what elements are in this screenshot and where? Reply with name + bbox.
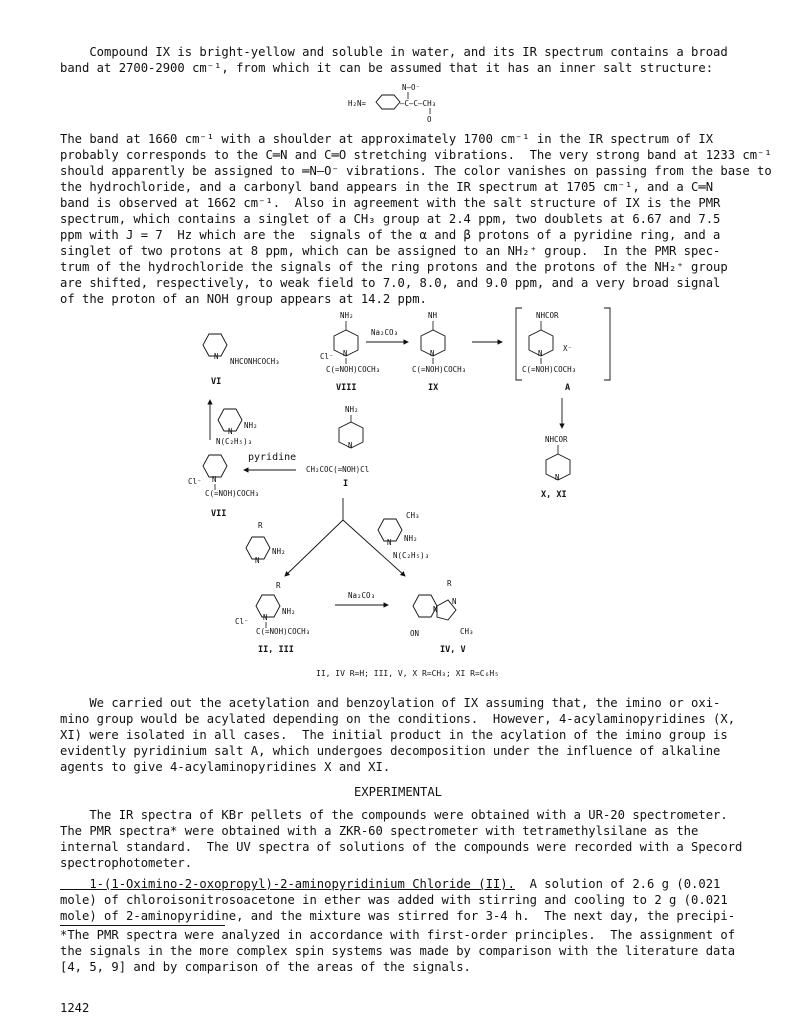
compound-viii — [320, 311, 380, 393]
ix-nh: NH — [428, 311, 438, 320]
ii-substituent: C(=NOH)COCH₃ — [256, 627, 311, 636]
inner-salt-structure — [330, 82, 490, 124]
intro-line-2: band at 2700-2900 cm⁻¹, from which it can be assumed that it has an inner salt structure: — [60, 61, 714, 75]
ring-n: N — [263, 613, 268, 622]
p1-line: the hydrochloride, and a carbonyl band appears in the IR spectrum at 1705 cm⁻¹, and a C═N — [60, 180, 714, 194]
p4-line-1 — [60, 876, 760, 892]
footnote-line: *The PMR spectra were analyzed in accordance with first-order principles. The assignment of — [60, 928, 736, 942]
p1-line: singlet of two protons at 8 ppm, which can be assigned to an NH₂⁺ group. In the PMR spec- — [60, 244, 721, 258]
label-ii-iii: II, III — [258, 645, 294, 655]
ring-n: N — [212, 475, 217, 484]
p3-line: The IR spectra of KBr pellets of the compounds were obtained with a UR-20 spectrometer. — [60, 808, 728, 822]
ring-n: N — [452, 597, 457, 606]
intro-line-1: Compound IX is bright-yellow and soluble in water, and its IR spectrum contains a broad — [60, 45, 728, 59]
footnote-line: [4, 5, 9] and by comparison of the areas of the signals. — [60, 960, 471, 974]
p1-line: ppm with J = 7 Hz which are the signals of the α and β protons of a pyridine ring, and a — [60, 228, 721, 242]
amine-nh2: NH₂ — [244, 421, 258, 430]
label-vi: VI — [211, 377, 222, 387]
compound-vii — [188, 455, 259, 519]
a-nhcor: NHCOR — [536, 311, 559, 320]
ii-cl: Cl⁻ — [235, 617, 249, 626]
inner-salt-top: N–O⁻ — [402, 83, 421, 92]
r-label: R — [258, 521, 263, 530]
ring-n: N — [538, 349, 543, 358]
p3-line: spectrophotometer. — [60, 856, 193, 870]
intermediate-a — [516, 308, 610, 393]
ring-n: N — [255, 556, 260, 565]
reagent-triethylamine-1: N(C₂H₅)₃ — [216, 437, 253, 446]
p1-line: spectrum, which contains a singlet of a CH₃ group at 2.4 ppm, two doublets at 6.67 and 7.5 — [60, 212, 721, 226]
label-iv-v: IV, V — [440, 645, 466, 655]
inner-salt-left: H₂N= — [348, 99, 367, 108]
compound-ix — [412, 311, 466, 393]
p2-line: mino group would be acylated depending on the conditions. However, 4-acylaminopyridines (X, — [60, 712, 736, 726]
p1-line: trum of the hydrochloride the signals of the ring protons and the protons of the NH₂⁺ group — [60, 260, 728, 274]
vii-cl: Cl⁻ — [188, 477, 202, 486]
reagent-chloroisonitrosoacetone: CH₂COC(=NOH)Cl — [306, 465, 370, 474]
viii-nh2: NH₂ — [340, 311, 354, 320]
reagent-na2co3-2: Na₂CO₃ — [348, 591, 376, 600]
p2-line: agents to give 4-acylaminopyridines X and XI. — [60, 760, 391, 774]
inner-salt-chain: –C–C–CH₃ — [400, 99, 437, 108]
label-i: I — [343, 479, 349, 489]
nh2-label: NH₂ — [282, 607, 296, 616]
compound-i — [306, 405, 369, 489]
label-vii: VII — [211, 509, 227, 519]
reagent-pyridine: pyridine — [248, 452, 297, 463]
on-label: ON — [410, 629, 420, 638]
reaction-scheme — [0, 305, 796, 685]
section-title: EXPERIMENTAL — [353, 785, 443, 799]
x-nhcor: NHCOR — [545, 435, 568, 444]
ring-n: N — [214, 352, 219, 361]
ring-n: N — [430, 349, 435, 358]
ring-n: N — [348, 441, 353, 450]
inner-salt-bottom: O — [427, 115, 432, 124]
p1-line: probably corresponds to the C═N and C═O stretching vibrations. The very strong band at 1233 cm⁻¹ — [60, 148, 772, 162]
vi-substituent: NHCONHCOCH₃ — [230, 357, 280, 366]
r-aminopyridine — [246, 521, 286, 565]
p1-line: are shifted, respectively, to weak field to 7.0, 8.0, and 9.0 ppm, and a very broad signal — [60, 276, 721, 290]
viii-substituent: C(=NOH)COCH₃ — [326, 365, 381, 374]
p2-line: evidently pyridinium salt A, which undergoes decomposition under the influence of alkaline — [60, 744, 721, 758]
a-anion: X⁻ — [563, 344, 573, 353]
i-nh2: NH₂ — [345, 405, 359, 414]
footnote-line: the signals in the more complex spin systems was made by comparison with the literature data — [60, 944, 736, 958]
page-number: 1242 — [60, 1001, 90, 1015]
p1-line: should apparently be assigned to ═N–O⁻ vibrations. The color vanishes on passing from the base to — [60, 164, 772, 178]
p1-line: of the proton of an NOH group appears at 14.2 ppm. — [60, 292, 427, 306]
viii-cl: Cl⁻ — [320, 352, 334, 361]
p4-line: mole) of chloroisonitrosoacetone in ether was added with stirring and cooling to 2 g (0.021 — [60, 893, 728, 907]
ring-n: N — [555, 473, 560, 482]
reagent-na2co3-1: Na₂CO₃ — [371, 328, 399, 337]
methyl-aminopyridine-reagent — [378, 511, 429, 560]
p2-line: XI) were isolated in all cases. The initial product in the acylation of the imino group is — [60, 728, 728, 742]
nh2-label: NH₂ — [404, 534, 418, 543]
r-label: R — [276, 581, 281, 590]
p2-line: We carried out the acetylation and benzoylation of IX assuming that, the imino or oxi- — [60, 696, 721, 710]
a-substituent: C(=NOH)COCH₃ — [522, 365, 577, 374]
nh2-label: NH₂ — [272, 547, 286, 556]
compound-heading: 1-(1-Oximino-2-oxopropyl)-2-aminopyridinium Chloride (II). — [60, 877, 515, 891]
label-x-xi: X, XI — [541, 490, 567, 500]
ring-n: N — [433, 605, 438, 614]
p1-line: The band at 1660 cm⁻¹ with a shoulder at approximately 1700 cm⁻¹ in the IR spectrum of IX — [60, 132, 714, 146]
aminopyridine-reagent — [216, 409, 258, 446]
compound-x-xi — [541, 435, 570, 500]
ch3-label: CH₃ — [406, 511, 420, 520]
compound-ii-iii — [235, 581, 310, 655]
reagent-triethylamine-2: N(C₂H₅)₃ — [393, 551, 430, 560]
ring-n: N — [228, 427, 233, 436]
ring-n: N — [343, 349, 348, 358]
footnote-rule — [60, 925, 225, 926]
ix-substituent: C(=NOH)COCH₃ — [412, 365, 467, 374]
vii-substituent: C(=NOH)COCH₃ — [205, 489, 260, 498]
p3-line: The PMR spectra* were obtained with a ZKR-60 spectrometer with tetramethylsilane as the — [60, 824, 699, 838]
label-a: A — [565, 383, 571, 393]
p1-line: band is observed at 1662 cm⁻¹. Also in agreement with the salt structure of IX is the PMR — [60, 196, 721, 210]
p4-line: mole) of 2-aminopyridine, and the mixture was stirred for 3-4 h. The next day, the precipi- — [60, 909, 736, 923]
label-viii: VIII — [336, 383, 357, 393]
label-ix: IX — [428, 383, 439, 393]
compound-vi — [203, 334, 280, 387]
p3-line: internal standard. The UV spectra of solutions of the compounds were recorded with a Specord — [60, 840, 743, 854]
p4-line-1-rest: A solution of 2.6 g (0.021 — [514, 877, 721, 891]
scheme-legend: II, IV R=H; III, V, X R=CH₃; XI R=C₆H₅ — [316, 669, 500, 678]
ring-n: N — [387, 538, 392, 547]
r-label: R — [447, 579, 452, 588]
iv-ch3: CH₃ — [460, 627, 474, 636]
compound-iv-v — [410, 579, 474, 655]
